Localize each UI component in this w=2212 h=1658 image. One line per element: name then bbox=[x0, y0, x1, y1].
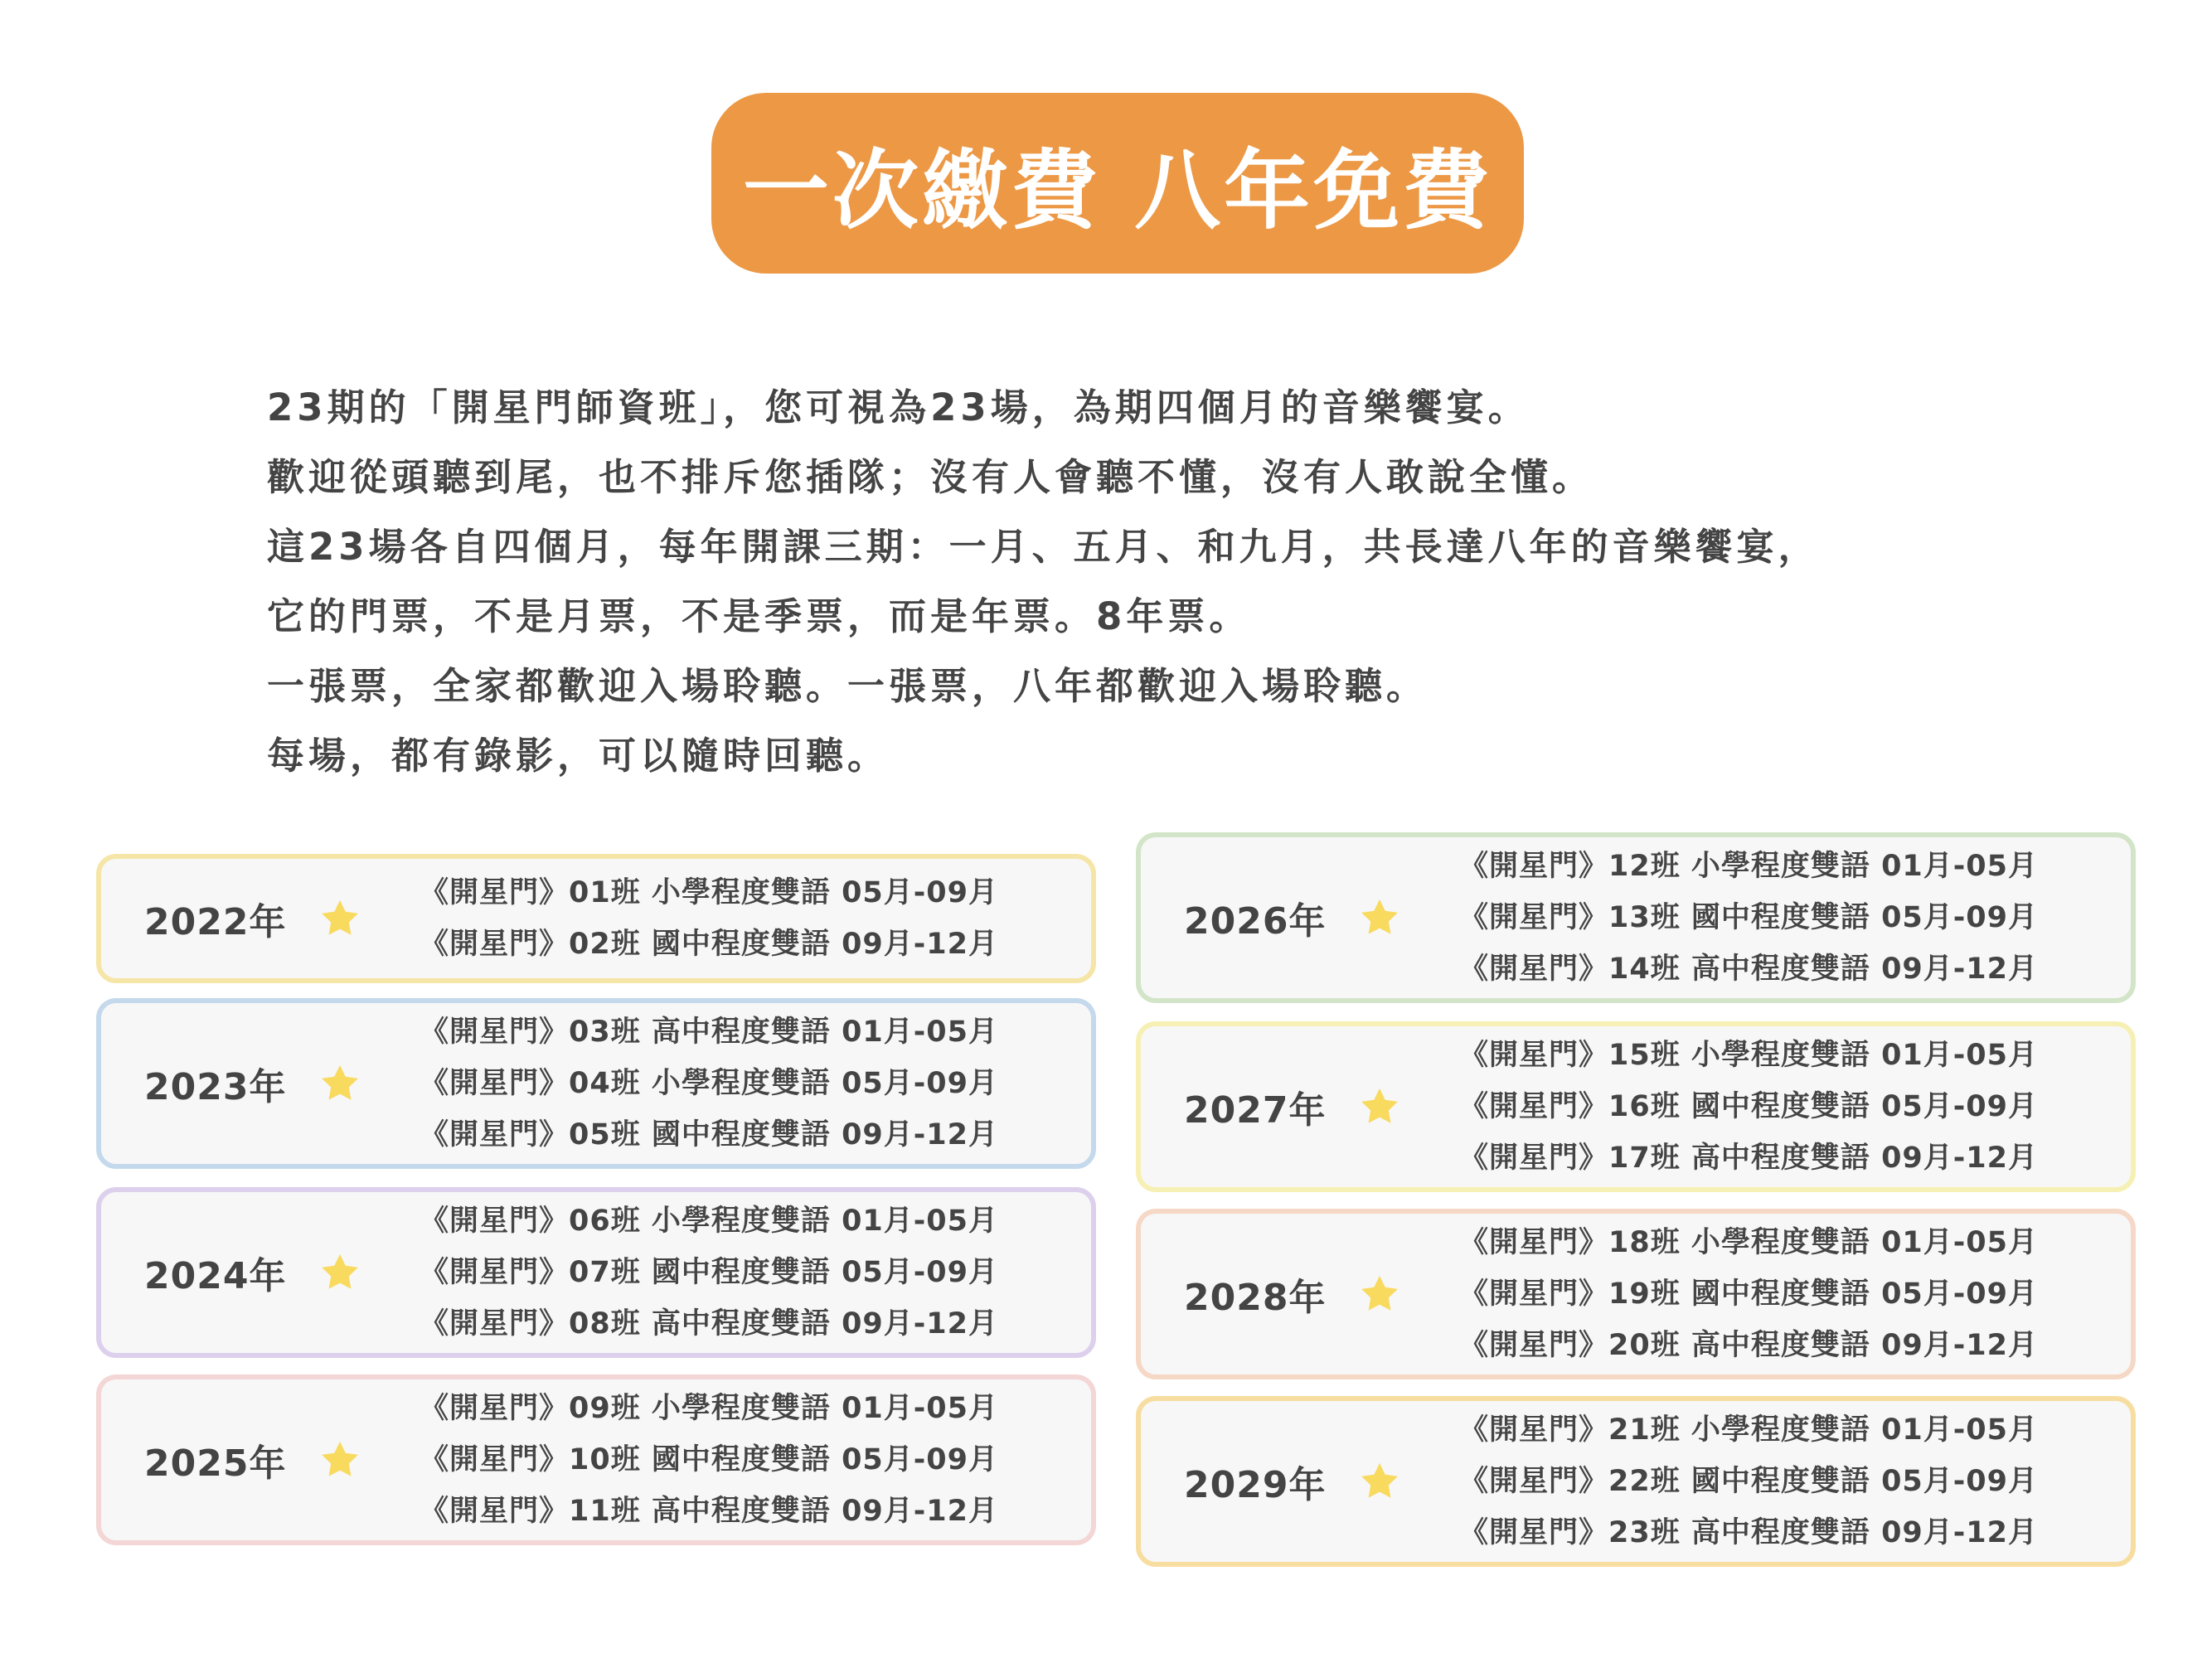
class-list bbox=[1459, 1217, 2038, 1371]
class-entry: 《開星門》13班 國中程度雙語 05月-09月 bbox=[1459, 901, 2039, 934]
class-list bbox=[420, 867, 998, 970]
intro-line: 每場，都有錄影，可以隨時回聽。 bbox=[267, 734, 890, 778]
star-icon bbox=[1358, 1085, 1401, 1128]
star-icon bbox=[318, 897, 361, 940]
year-label: 2028年 bbox=[1184, 1277, 1327, 1319]
class-entry: 《開星門》20班 高中程度雙語 09月-12月 bbox=[1459, 1329, 2039, 1362]
class-entry: 《開星門》06班 小學程度雙語 01月-05月 bbox=[420, 1205, 999, 1238]
year-label: 2025年 bbox=[144, 1442, 287, 1485]
title-banner bbox=[711, 93, 1524, 274]
class-list bbox=[420, 1383, 998, 1537]
class-list bbox=[1459, 841, 2038, 995]
class-entry: 《開星門》17班 高中程度雙語 09月-12月 bbox=[1459, 1142, 2039, 1175]
intro-line: 它的門票，不是月票，不是季票，而是年票。8年票。 bbox=[267, 594, 1251, 638]
star-icon bbox=[318, 1438, 361, 1481]
class-entry: 《開星門》11班 高中程度雙語 09月-12月 bbox=[420, 1495, 999, 1528]
year-label: 2023年 bbox=[144, 1066, 287, 1108]
class-entry: 《開星門》23班 高中程度雙語 09月-12月 bbox=[1459, 1516, 2039, 1549]
year-card-2022 bbox=[96, 854, 1096, 983]
class-entry: 《開星門》09班 小學程度雙語 01月-05月 bbox=[420, 1392, 999, 1425]
class-entry: 《開星門》04班 小學程度雙語 05月-09月 bbox=[420, 1067, 999, 1100]
year-label: 2026年 bbox=[1184, 900, 1327, 943]
class-entry: 《開星門》08班 高中程度雙語 09月-12月 bbox=[420, 1307, 999, 1340]
year-card-2029 bbox=[1136, 1396, 2136, 1567]
year-card-2025 bbox=[96, 1374, 1096, 1545]
class-list bbox=[420, 1006, 998, 1161]
class-entry: 《開星門》21班 小學程度雙語 01月-05月 bbox=[1459, 1413, 2039, 1447]
year-label: 2027年 bbox=[1184, 1089, 1327, 1132]
class-entry: 《開星門》16班 國中程度雙語 05月-09月 bbox=[1459, 1090, 2039, 1123]
class-entry: 《開星門》02班 國中程度雙語 09月-12月 bbox=[420, 928, 999, 961]
class-entry: 《開星門》15班 小學程度雙語 01月-05月 bbox=[1459, 1039, 2039, 1072]
class-list bbox=[1459, 1030, 2038, 1184]
class-entry: 《開星門》14班 高中程度雙語 09月-12月 bbox=[1459, 953, 2039, 986]
star-icon bbox=[1358, 1273, 1401, 1316]
year-label: 2029年 bbox=[1184, 1464, 1327, 1506]
year-card-2028 bbox=[1136, 1209, 2136, 1379]
class-entry: 《開星門》19班 國中程度雙語 05月-09月 bbox=[1459, 1277, 2039, 1311]
year-label: 2022年 bbox=[144, 901, 287, 943]
year-card-2024 bbox=[96, 1187, 1096, 1358]
class-entry: 《開星門》05班 國中程度雙語 09月-12月 bbox=[420, 1118, 999, 1151]
class-entry: 《開星門》07班 國中程度雙語 05月-09月 bbox=[420, 1256, 999, 1289]
year-card-2026 bbox=[1136, 832, 2136, 1003]
star-icon bbox=[318, 1251, 361, 1294]
intro-line: 23期的「開星門師資班」，您可視為23場，為期四個月的音樂饗宴。 bbox=[267, 385, 1530, 429]
class-entry: 《開星門》01班 小學程度雙語 05月-09月 bbox=[420, 876, 999, 909]
star-icon bbox=[1358, 896, 1401, 939]
year-card-2027 bbox=[1136, 1021, 2136, 1192]
class-entry: 《開星門》18班 小學程度雙語 01月-05月 bbox=[1459, 1226, 2039, 1259]
star-icon bbox=[1358, 1460, 1401, 1503]
page-title: 一次繳費 八年免費 bbox=[742, 140, 1493, 241]
class-entry: 《開星門》03班 高中程度雙語 01月-05月 bbox=[420, 1016, 999, 1049]
intro-line: 歡迎從頭聽到尾，也不排斥您插隊；沒有人會聽不懂，沒有人敢說全懂。 bbox=[267, 455, 1594, 499]
star-icon bbox=[318, 1062, 361, 1105]
class-entry: 《開星門》10班 國中程度雙語 05月-09月 bbox=[420, 1443, 999, 1476]
intro-paragraph bbox=[267, 373, 2008, 791]
class-list bbox=[420, 1195, 998, 1350]
class-entry: 《開星門》12班 小學程度雙語 01月-05月 bbox=[1459, 850, 2039, 883]
class-list bbox=[1459, 1404, 2038, 1559]
intro-line: 這23場各自四個月，每年開課三期：一月、五月、和九月，共長達八年的音樂饗宴， bbox=[267, 525, 1820, 569]
year-label: 2024年 bbox=[144, 1255, 287, 1297]
intro-line: 一張票，全家都歡迎入場聆聽。一張票，八年都歡迎入場聆聽。 bbox=[267, 664, 1429, 708]
year-card-2023 bbox=[96, 998, 1096, 1169]
class-entry: 《開星門》22班 國中程度雙語 05月-09月 bbox=[1459, 1465, 2039, 1498]
